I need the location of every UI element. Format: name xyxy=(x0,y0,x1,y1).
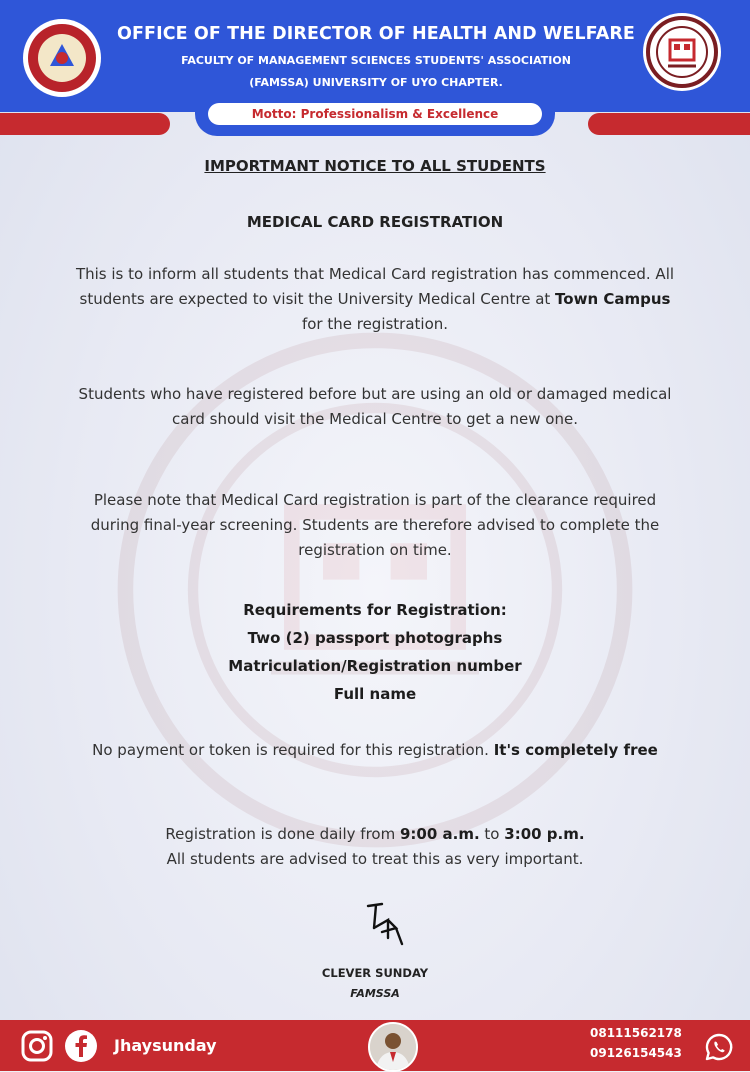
requirements-title: Requirements for Registration: xyxy=(243,601,507,619)
motto-pill: Motto: Professionalism & Excellence xyxy=(208,103,542,125)
header-red-stripe-right xyxy=(588,113,750,135)
avatar-portrait xyxy=(370,1024,416,1070)
intro-text-end: for the registration. xyxy=(301,315,449,333)
instagram-icon[interactable] xyxy=(20,1029,54,1063)
signer-name: CLEVER SUNDAY xyxy=(321,966,429,980)
phone-number-2[interactable]: 09126154543 xyxy=(590,1046,682,1060)
intro-bold-location: Town Campus xyxy=(555,290,671,308)
faculty-subtitle-line1: FACULTY OF MANAGEMENT SCIENCES STUDENTS' ASSOCIATION xyxy=(181,54,571,67)
schedule-to: to xyxy=(479,825,505,843)
free-bold: It's completely free xyxy=(493,741,658,759)
header-red-stripe-left xyxy=(0,113,170,135)
schedule-start-time: 9:00 a.m. xyxy=(399,825,480,843)
paragraph-free xyxy=(70,738,680,763)
requirement-item: Full name xyxy=(333,685,417,703)
section-title: MEDICAL CARD REGISTRATION xyxy=(246,213,504,231)
office-title: OFFICE OF THE DIRECTOR OF HEALTH AND WELFARE xyxy=(117,24,635,44)
famssa-logo xyxy=(22,18,102,98)
schedule-text: Registration is done daily from xyxy=(165,825,400,843)
schedule-end-time: 3:00 p.m. xyxy=(504,825,585,843)
requirement-item: Two (2) passport photographs xyxy=(247,629,503,647)
paragraph-clearance: Please note that Medical Card registration is part of the clearance required during final-year screening. Students are therefore advised to complete the registration on time. xyxy=(90,491,660,559)
requirement-item: Matriculation/Registration number xyxy=(228,657,522,675)
phone-number-1[interactable]: 08111562178 xyxy=(590,1026,682,1040)
whatsapp-icon[interactable] xyxy=(704,1032,734,1062)
paragraph-schedule xyxy=(70,822,680,872)
signer-organization: FAMSSA xyxy=(350,987,400,1000)
university-seal-logo xyxy=(642,12,722,92)
intro-text: This is to inform all students that Medical Card registration has commenced. All students are expected to visit the University Medical Centre at xyxy=(75,265,675,308)
free-text: No payment or token is required for this registration. xyxy=(92,741,494,759)
facebook-icon[interactable] xyxy=(64,1029,98,1063)
requirements-section xyxy=(0,596,750,708)
paragraph-old-card: Students who have registered before but are using an old or damaged medical card should visit the Medical Centre to get a new one. xyxy=(78,385,672,428)
avatar xyxy=(368,1022,418,1072)
notice-heading: IMPORTMANT NOTICE TO ALL STUDENTS xyxy=(204,157,546,175)
paragraph-intro xyxy=(70,262,680,337)
schedule-advice: All students are advised to treat this as very important. xyxy=(166,850,584,868)
handwritten-signature xyxy=(362,898,408,950)
faculty-subtitle-line2: (FAMSSA) UNIVERSITY OF UYO CHAPTER. xyxy=(249,76,503,89)
social-handle[interactable]: Jhaysunday xyxy=(114,1036,217,1055)
